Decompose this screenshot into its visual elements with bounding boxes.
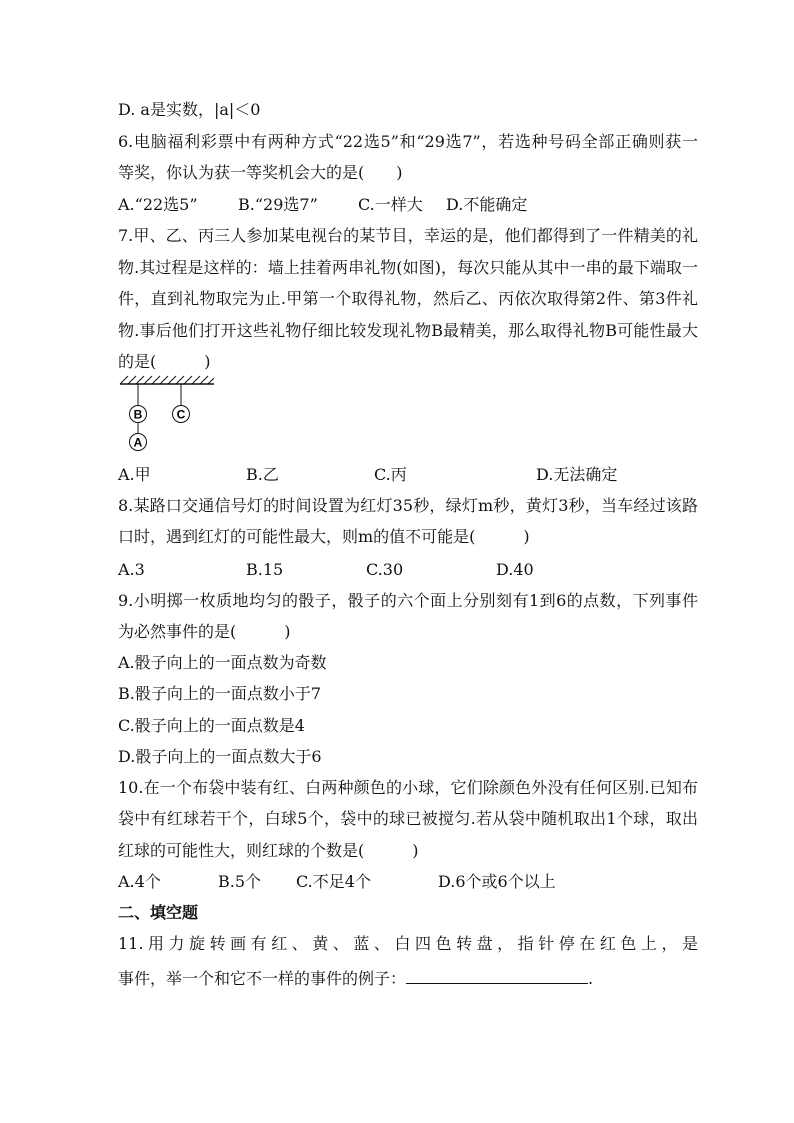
q8-stem-line1: 8.某路口交通信号灯的时间设置为红灯35秒，绿灯m秒，黄灯3秒，当车经过该路 [118,496,698,515]
q8-option-c: C.30 [366,560,404,579]
q7-option-b: B.乙 [246,465,279,484]
q6-stem-line2: 等奖，你认为获一等奖机会大的是( ) [118,163,403,182]
q11-stem-line1: 11.用力旋转画有红、黄、蓝、白四色转盘，指针停在红色上，是 [118,934,698,953]
q10-option-b: B.5个 [218,872,262,891]
q11-stem-line2-text: 事件，举一个和它不一样的事件的例子： [118,969,407,988]
q7-option-c: C.丙 [374,465,407,484]
q8-option-b: B.15 [246,560,284,579]
q11-answer-blank[interactable] [406,966,588,984]
q7-option-a: A.甲 [118,465,151,484]
q11-period: . [588,969,594,988]
q10-option-d: D.6个或6个以上 [438,872,556,891]
q10-stem-line1: 10.在一个布袋中装有红、白两种颜色的小球，它们除颜色外没有任何区别.已知布 [118,778,698,797]
section-title-fill-in: 二、填空题 [118,903,199,922]
q9-option-c: C.骰子向上的一面点数是4 [118,716,305,735]
q7-stem-line2: 物.其过程是这样的：墙上挂着两串礼物(如图)，每次只能从其中一串的最下端取一 [118,258,698,277]
q7-stem-line4: 物.事后他们打开这些礼物仔细比较发现礼物B最精美，那么取得礼物B可能性最大 [118,321,698,340]
q9-option-b: B.骰子向上的一面点数小于7 [118,684,322,703]
q7-stem-line3: 件，直到礼物取完为止.甲第一个取得礼物，然后乙、丙依次取得第2件、第3件礼 [118,289,698,308]
q9-stem-line1: 9.小明掷一枚质地均匀的骰子，骰子的六个面上分别刻有1到6的点数，下列事件 [118,591,698,610]
q6-option-a: A.“22选5” [118,195,198,214]
q8-option-a: A.3 [118,560,145,579]
q6-stem-line1: 6.电脑福利彩票中有两种方式“22选5”和“29选7”，若选种号码全部正确则获一 [118,132,698,151]
q10-stem-line3: 红球的可能性大，则红球的个数是( ) [118,841,419,860]
q10-option-c: C.不足4个 [296,872,371,891]
q6-option-c: C.一样大 [358,195,423,214]
gift-c-label: C [176,407,186,422]
q8-option-d: D.40 [496,560,534,579]
wall-hatching [120,376,214,384]
q7-option-d: D.无法确定 [536,465,618,484]
q6-option-d: D.不能确定 [446,195,528,214]
q6-option-b: B.“29选7” [238,195,318,214]
gift-strings-figure [118,374,218,458]
q10-stem-line2: 袋中有红球若干个，白球5个，袋中的球已被搅匀.若从袋中随机取出1个球，取出 [118,809,698,828]
q8-stem-line2: 口时，遇到红灯的可能性最大，则m的值不可能是( ) [118,527,530,546]
gift-b-label: B [133,407,143,422]
gift-a-label: A [133,435,143,450]
q10-option-a: A.4个 [118,872,161,891]
q9-option-d: D.骰子向上的一面点数大于6 [118,747,322,766]
q7-stem-line1: 7.甲、乙、丙三人参加某电视台的某节目，幸运的是，他们都得到了一件精美的礼 [118,226,698,245]
q9-stem-line2: 为必然事件的是( ) [118,622,291,641]
q9-option-a: A.骰子向上的一面点数为奇数 [118,653,327,672]
q7-stem-line5: 的是( ) [118,352,211,371]
q11-stem-line2 [118,966,593,989]
q5-option-d: D. a是实数，|a|＜0 [118,100,261,119]
